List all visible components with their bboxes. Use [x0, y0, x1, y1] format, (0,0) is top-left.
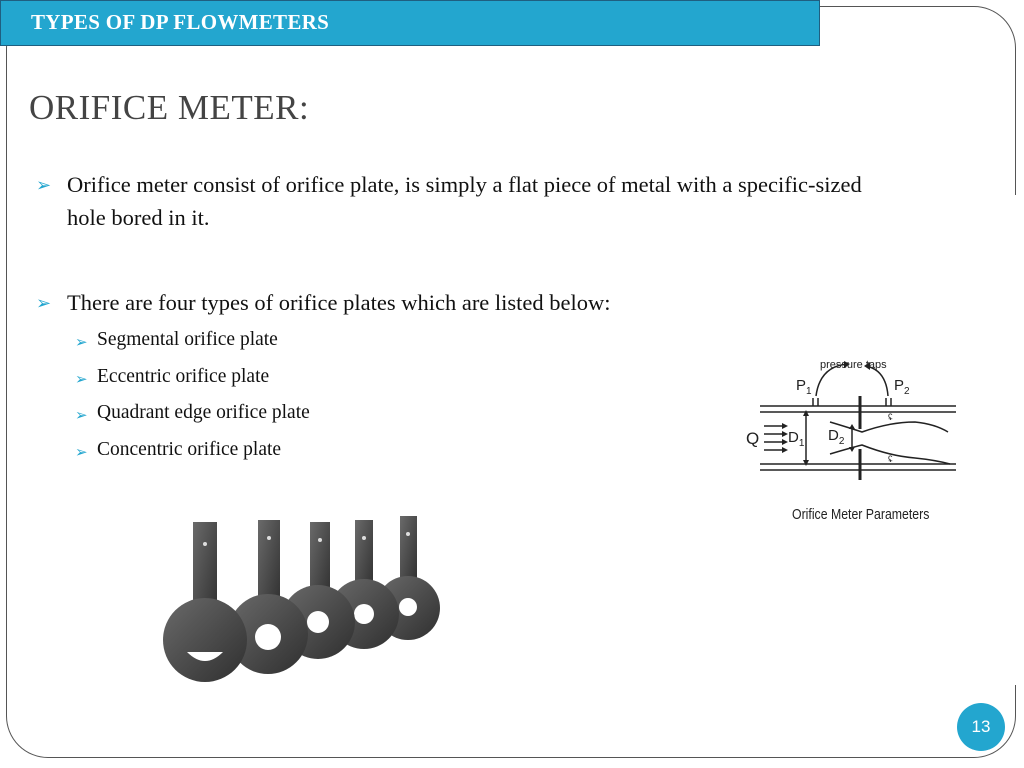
d2-label: $D_2$ — [828, 427, 845, 447]
header-title: TYPES OF DP FLOWMETERS — [31, 10, 330, 34]
orifice-plates-image — [160, 510, 450, 690]
diagram-caption: Orifice Meter Parameters — [792, 506, 930, 523]
p1-label: $P_1$ — [796, 377, 812, 397]
type-concentric: Concentric orifice plate — [97, 439, 282, 460]
p2-label: $P_2$ — [894, 377, 910, 397]
bullet-1-line2: hole bored in it. — [67, 205, 210, 230]
svg-text:ʢ: ʢ — [888, 412, 893, 422]
svg-text:ʢ: ʢ — [888, 454, 893, 464]
orifice-diagram — [740, 352, 965, 502]
page-number-badge: 13 — [957, 703, 1005, 751]
bullet-1-line1: Orifice meter consist of orifice plate, is simply a flat piece of metal with a specific-sized — [67, 172, 862, 197]
flow-line-top — [830, 422, 948, 432]
sub-arrow-icon: ➢ — [75, 408, 88, 424]
bullet-1 — [67, 168, 862, 234]
pressure-taps-label: pressure taps — [820, 359, 887, 371]
q-label: Q — [746, 429, 760, 448]
bullet-2 — [67, 286, 611, 319]
sub-arrow-icon: ➢ — [75, 445, 88, 461]
type-segmental: Segmental orifice plate — [97, 329, 278, 350]
bullet-arrow-icon: ➢ — [36, 293, 52, 313]
bullet-2-line1: There are four types of orifice plates which are listed below: — [67, 290, 611, 315]
type-eccentric: Eccentric orifice plate — [97, 366, 270, 387]
slide-title: ORIFICE METER: — [29, 88, 310, 127]
sub-arrow-icon: ➢ — [75, 372, 88, 388]
header-bar — [0, 0, 820, 46]
bullet-arrow-icon: ➢ — [36, 175, 52, 195]
d1-label: $D_1$ — [788, 429, 805, 449]
type-quadrant: Quadrant edge orifice plate — [97, 402, 310, 423]
frame-gap — [1010, 195, 1024, 685]
sub-arrow-icon: ➢ — [75, 335, 88, 351]
